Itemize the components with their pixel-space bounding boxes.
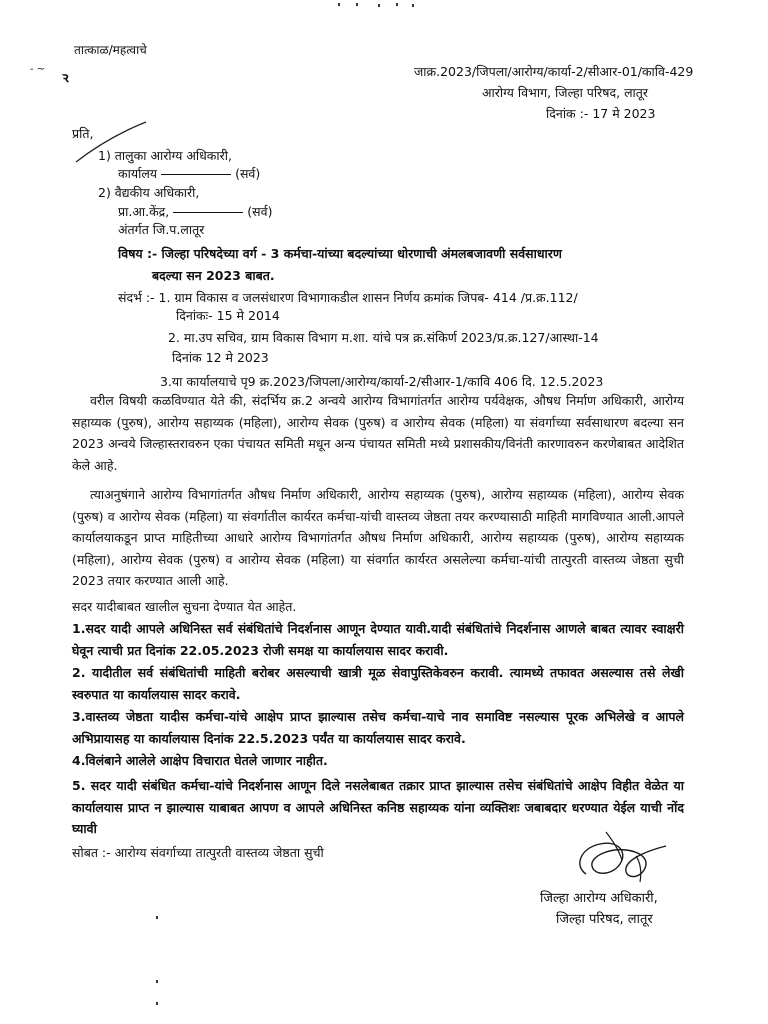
reference-2-line-2: दिनांक 12 मे 2023 [172,350,269,365]
recipient-2-jurisdiction: अंतर्गत जि.प.लातूर [118,222,205,237]
body-paragraph-1: वरील विषयी कळविण्यात येते की, संदर्भिय क्र.2 अन्वये आरोग्य विभागांतर्गत आरोग्य पर्यवेक्षक, औषध निर्माण अधिकारी, आरोग्य सहाय्यक (पुरुष), आरोग्य सहाय्यक (महिला), आरोग्य सेवक (पुरुष) व आरोग्य सेवक (महिला) या संवर्गाच्या सर्वसाधारण बदल्या सन 2023 अन्वये जिल्हास्तरावरुन एका पंचायत समिती मधून अन्य पंचायत समिती मध्ये प्रशासकीय/विनंती कारणावरुन करणेबाबत आदेशित केले आहे. [72,393,684,473]
reference-number: जाक्र.2023/जिपला/आरोग्य/कार्या-2/सीआर-01/कावि-429 [414,64,694,79]
instruction-3: 3.वास्तव्य जेष्ठता यादीस कर्मचा-यांचे आक्षेप प्राप्त झाल्यास तसेच कर्मचा-याचे नाव समाविष्ट नसल्यास पूरक अभिलेखे व आपले अभिप्रायासह या कार्यालयास दिनांक 22.5.2023 पर्यंत या कार्यालयास सादर करावे. [72,709,684,746]
signature-mark [566,826,676,890]
urgency-label: तात्काळ/महत्वाचे [74,43,147,57]
enclosure-note: सोबत :- आरोग्य संवर्गाच्या तात्पुरती वास्तव्य जेष्ठता सुची [72,845,324,860]
recipient-2-title: 2) वैद्यकीय अधिकारी, [98,185,200,200]
subject-line-2: बदल्या सन 2023 बाबत. [152,268,275,283]
body-paragraph-2: त्याअनुषंगाने आरोग्य विभागांतर्गत औषध निर्माण अधिकारी, आरोग्य सहाय्यक (पुरुष), आरोग्य सहाय्यक (महिला), आरोग्य सेवक (पुरुष) व आरोग्य सेवक (महिला) या संवर्गातील कार्यरत कर्मचा-यांची वास्तव्य जेष्ठता तयर करण्यासाठी माहिती मागविण्यात आली.आपले कार्यालयाकडून प्राप्त माहितीच्या आधारे आरोग्य विभागांतर्गत औषध निर्माण अधिकारी, आरोग्य सहाय्यक (पुरुष), आरोग्य सहाय्यक (महिला), आरोग्य सेवक (पुरुष) व आरोग्य सेवक (महिला) या संवर्गात कार्यरत असलेल्या कर्मचा-यांची तात्पुरती वास्तव्य जेष्ठता सुची 2023 तयार करण्यात आली आहे. [72,487,684,588]
letter-date: दिनांक :- 17 मे 2023 [546,106,656,121]
signatory-title: जिल्हा आरोग्य अधिकारी, [540,891,658,906]
instructions-intro: सदर यादीबाबत खालील सुचना देण्यात येत आहेत. [72,599,297,614]
instruction-2: 2. यादीतील सर्व संबंधितांची माहिती बरोबर असल्याची खात्री मूळ सेवापुस्तिकेवरुन करावी. त्यामध्ये तफावत असल्यास तसे लेखी स्वरुपात या कार्यालयास सादर करावे. [72,665,684,702]
recipient-1-title: 1) तालुका आरोग्य अधिकारी, [98,148,232,163]
reference-2-line-1: 2. मा.उप सचिव, ग्राम विकास विभाग म.शा. यांचे पत्र क्र.संकिर्ण 2023/प्र.क्र.127/आस्था-14 [168,330,599,345]
reference-1-line-2: दिनांकः- 15 मे 2014 [176,308,280,323]
reference-1-line-1: संदर्भ :- 1. ग्राम विकास व जलसंधारण विभागाकडील शासन निर्णय क्रमांक जिपब- 414 /प्र.क्र.112/ [118,290,578,305]
to-label: प्रति, [72,126,94,141]
margin-mark: - ~ [30,64,46,75]
margin-mark: ꝛ [62,70,69,86]
instruction-5: 5. सदर यादी संबंधित कर्मचा-यांचे निदर्शनास आणून दिले नसलेबाबत तक्रार प्राप्त झाल्यास तसेच संबंधितांचे आक्षेप विहीत वेळेत या कार्यालयास प्राप्त न झाल्यास याबाबत आपण व आपले अधिनिस्त कनिष्ठ सहाय्यक यांना व्यक्तिशः जबाबदार धरण्यात येईल याची नोंद घ्यावी [72,778,684,836]
department-name: आरोग्य विभाग, जिल्हा परिषद, लातूर [482,85,649,100]
signatory-office: जिल्हा परिषद, लातूर [556,912,653,927]
recipient-2-office: प्रा.आ.केंद्र, (सर्व) [118,204,273,219]
instruction-4: 4.विलंबाने आलेले आक्षेप विचारात घेतले जाणार नाहीत. [72,753,328,768]
instruction-1: 1.सदर यादी आपले अधिनिस्त सर्व संबंधितांचे निदर्शनास आणून देण्यात यावी.यादी संबंधितांचे निदर्शनास आणले बाबत त्यावर स्वाक्षरी घेवून त्याची प्रत दिनांक 22.05.2023 रोजी समक्ष या कार्यालयास सादर करावी. [72,621,684,658]
recipient-1-office: कार्यालय (सर्व) [118,166,261,181]
subject-line-1: विषय :- जिल्हा परिषदेच्या वर्ग - 3 कर्मचा-यांच्या बदल्यांच्या धोरणाची अंमलबजावणी सर्वसाधारण [118,246,562,261]
reference-3: 3.या कार्यालयाचे पृ9 क्र.2023/जिपला/आरोग्य/कार्या-2/सीआर-1/कावि 406 दि. 12.5.2023 [160,374,604,389]
